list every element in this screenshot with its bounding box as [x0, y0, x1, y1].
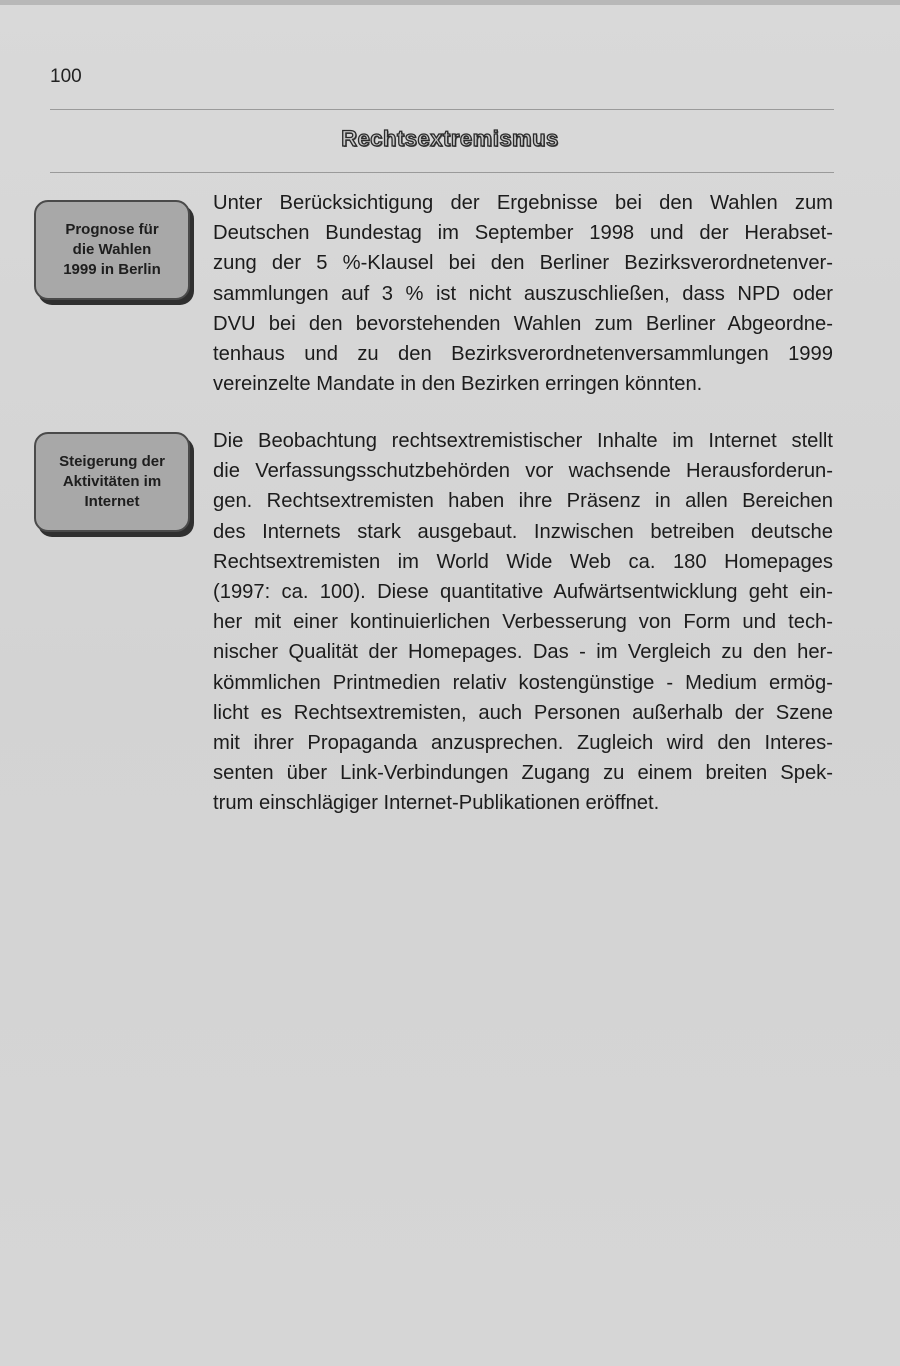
text-line: licht es Rechtsextremisten, auch Personen außerhalb der Szene: [213, 701, 833, 724]
text-line: Unter Berücksichtigung der Ergebnisse bei den Wahlen zum: [213, 192, 833, 214]
text-line: DVU bei den bevorstehenden Wahlen zum Berliner Abgeordne-: [213, 312, 833, 335]
paragraph-internet: [213, 426, 833, 819]
text-line: gen. Rechtsextremisten haben ihre Präsenz in allen Bereichen: [213, 490, 833, 513]
text-line: zung der 5 %-Klausel bei den Berliner Bezirksverordnetenver-: [213, 252, 833, 275]
chapter-title: Rechtsextremismus: [341, 126, 559, 151]
marginal-note-text: Prognose für die Wahlen 1999 in Berlin: [63, 221, 161, 278]
text-line: die Verfassungsschutzbehörden vor wachsende Herausforderun-: [213, 460, 833, 483]
text-line: vereinzelte Mandate in den Bezirken erringen könnten.: [213, 373, 703, 396]
text-line: nischer Qualität der Homepages. Das - im Vergleich zu den her-: [213, 641, 833, 664]
text-line: her mit einer kontinuierlichen Verbesserung von Form und tech-: [213, 611, 833, 634]
scan-top-edge: [0, 0, 900, 5]
text-line: Deutschen Bundestag im September 1998 und der Herabset-: [213, 222, 833, 245]
text-line: (1997: ca. 100). Diese quantitative Aufwärtsentwicklung geht ein-: [213, 581, 833, 604]
text-line: sammlungen auf 3 % ist nicht auszuschließen, dass NPD oder: [213, 282, 833, 305]
text-line: des Internets stark ausgebaut. Inzwischen betreiben deutsche: [213, 520, 833, 543]
text-line: Die Beobachtung rechtsextremistischer Inhalte im Internet stellt: [213, 430, 833, 452]
paragraph-prognose: [213, 188, 833, 399]
header-rule-bottom: [50, 172, 834, 173]
marginal-note-text: Steigerung der Aktivitäten im Internet: [59, 453, 165, 510]
text-line: trum einschlägiger Internet-Publikationen eröffnet.: [213, 792, 660, 815]
marginal-note-prognose: [34, 200, 190, 300]
text-line: senten über Link-Verbindungen Zugang zu einem breiten Spek-: [213, 762, 833, 785]
text-line: Rechtsextremisten im World Wide Web ca. 180 Homepages: [213, 550, 833, 573]
text-line: tenhaus und zu den Bezirksverordnetenversammlungen 1999: [213, 343, 833, 366]
header-rule-top: [50, 109, 834, 110]
marginal-note-internet: [34, 432, 190, 532]
page-number: 100: [50, 66, 82, 87]
text-line: kömmlichen Printmedien relativ kostengünstige - Medium ermög-: [213, 671, 833, 694]
text-line: mit ihrer Propaganda anzusprechen. Zugleich wird den Interes-: [213, 732, 833, 755]
